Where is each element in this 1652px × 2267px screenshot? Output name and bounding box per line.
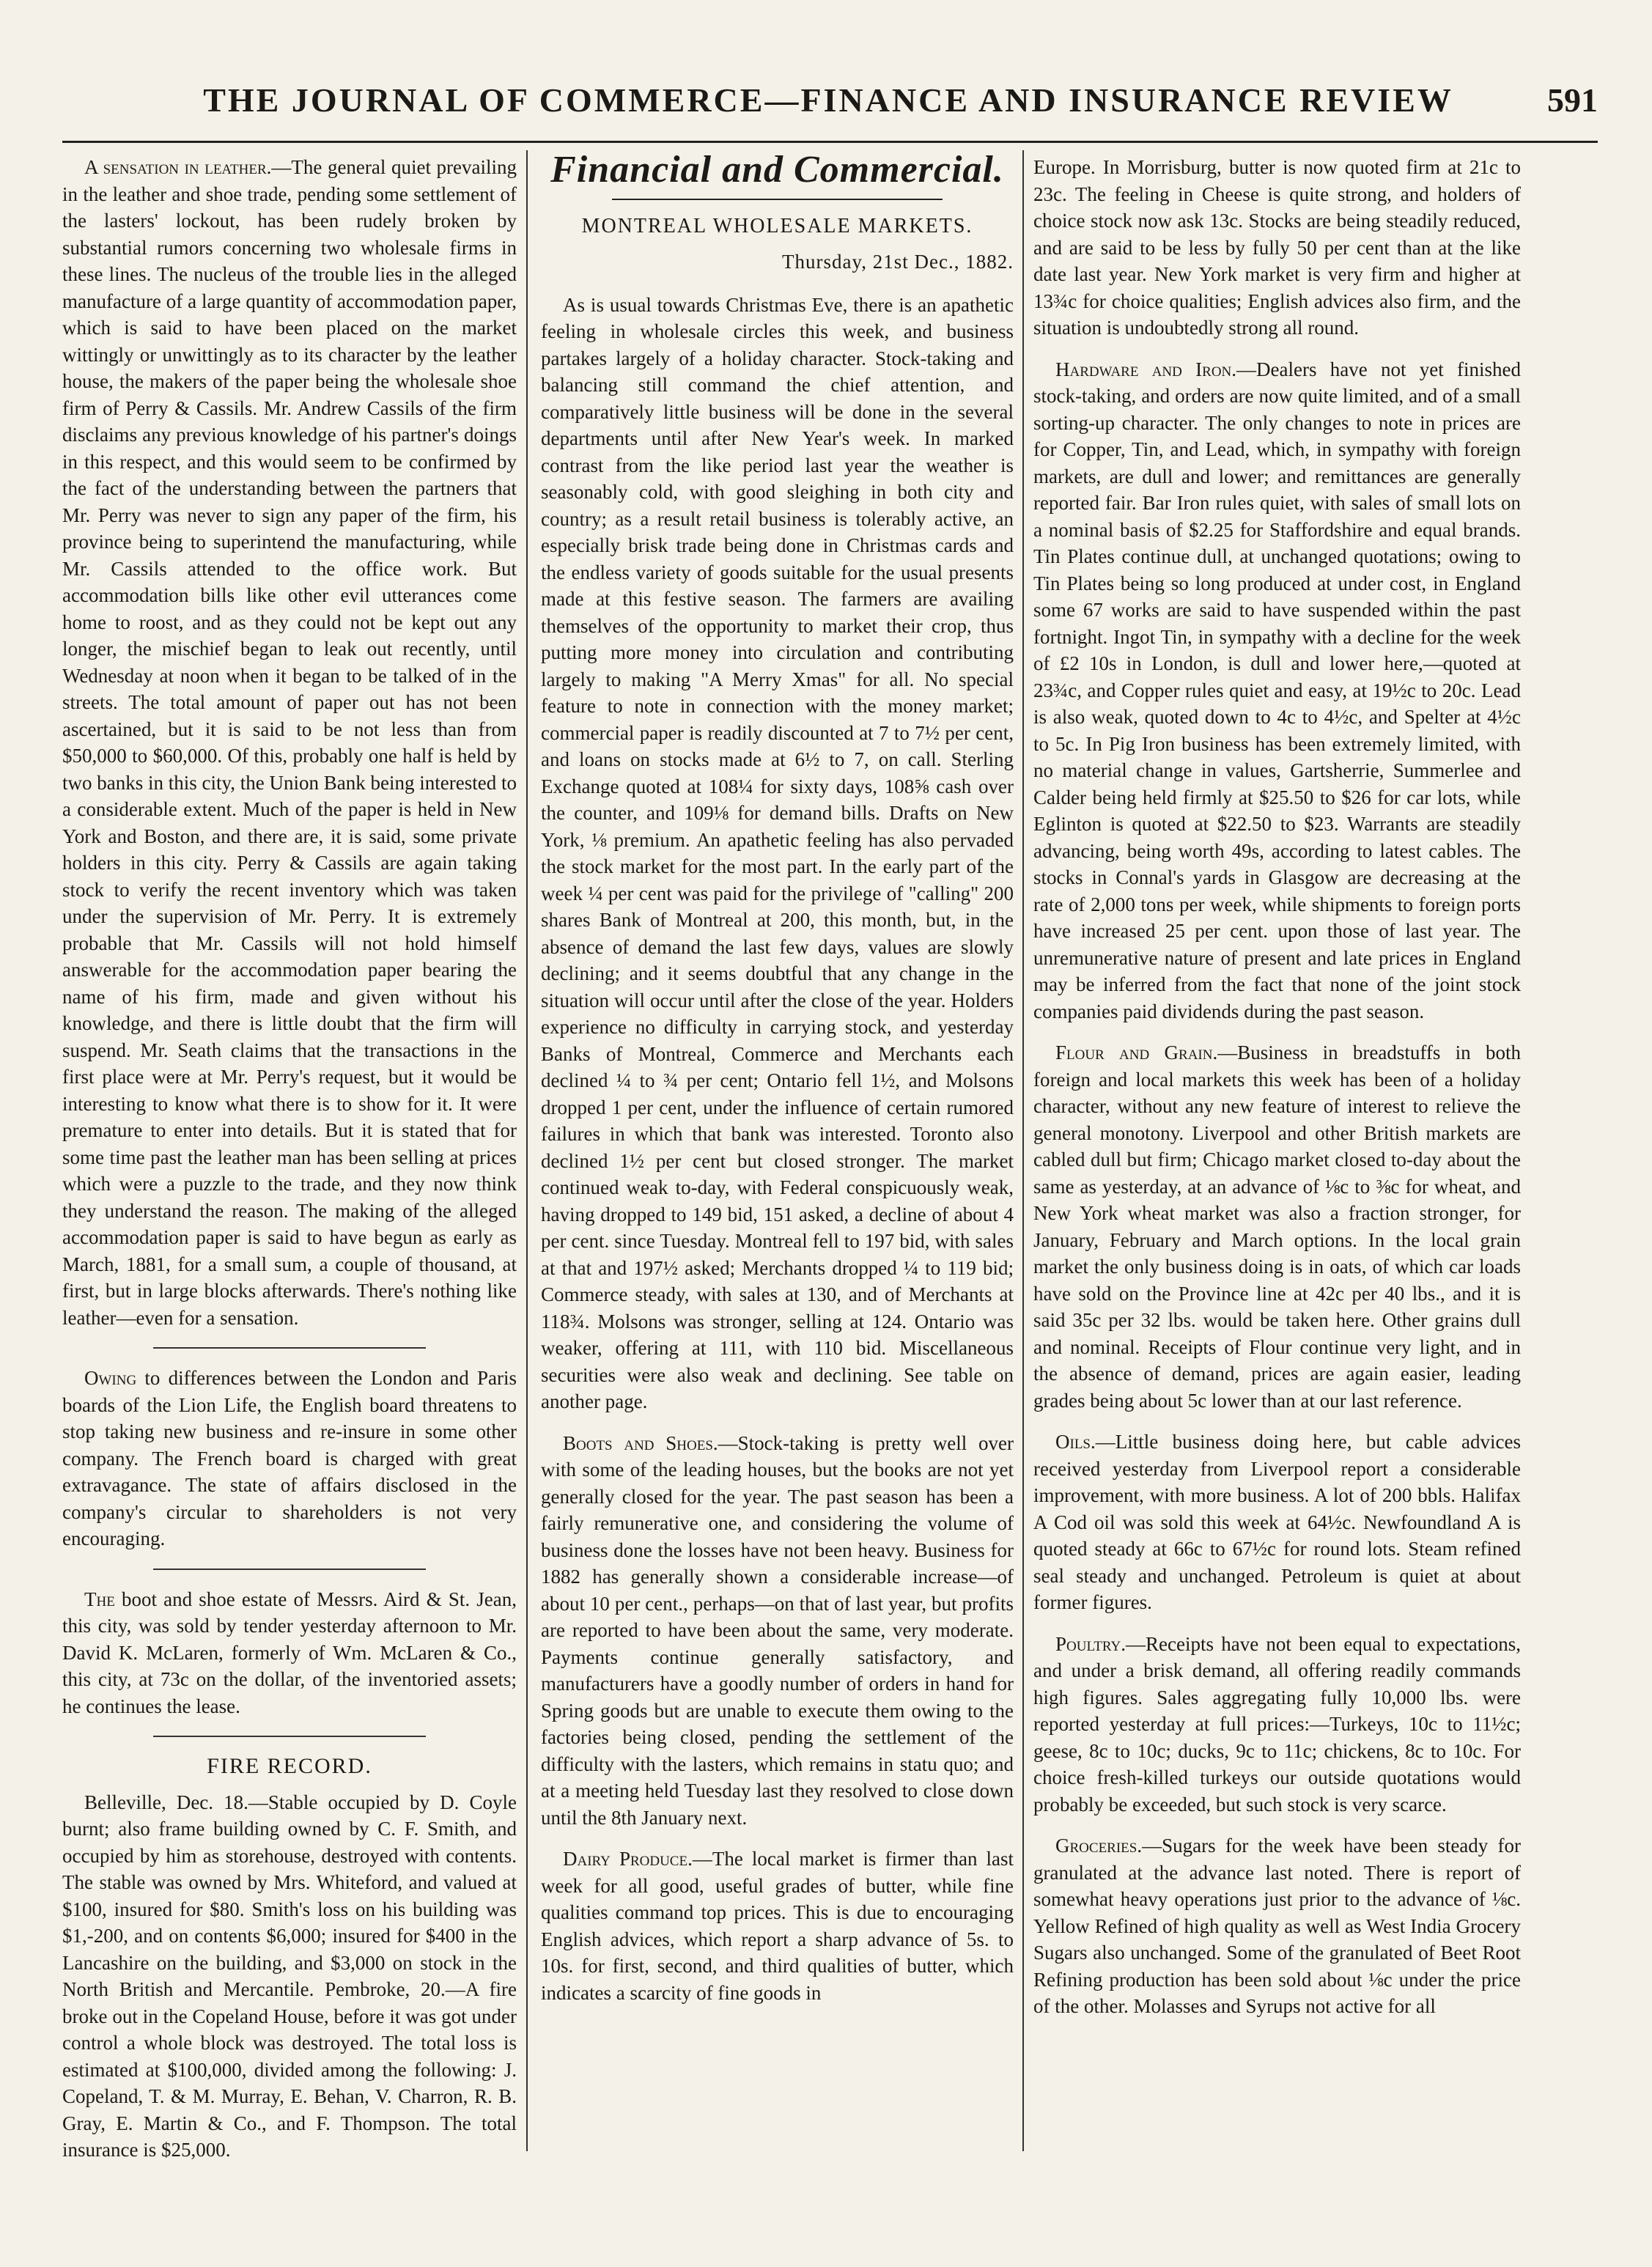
flour-article xyxy=(1033,1039,1521,1414)
poultry-lead: Poultry. xyxy=(1055,1632,1126,1655)
separator xyxy=(153,1736,426,1737)
header-rule xyxy=(62,141,1598,143)
dairy-article xyxy=(541,1846,1014,2006)
groceries-article xyxy=(1033,1832,1521,2020)
markets-subtitle: MONTREAL WHOLESALE MARKETS. xyxy=(581,214,973,237)
oils-lead: Oils. xyxy=(1055,1431,1096,1453)
column-1 xyxy=(62,154,517,2164)
oils-text: —Little business doing here, but cable advices received yesterday from Liverpool report a considerable improvement, with more business. A lot of 200 bbls. Halifax A Cod oil was sold this week at 64½c. Newfoundland A is quoted steady at 66c to 67½c for round lots. Steam refined seal steady and unchanged. Petroleum is quiet at about former figures. xyxy=(1033,1431,1521,1613)
boots-text: —Stock-taking is pretty well over with some of the leading houses, but the books are not yet generally closed for the year. The past season has been a fairly remunerative one, and considering the volume of business done the losses have not been heavy. Business for 1882 has generally shown a considerable increase—of about 10 per cent., perhaps—on that of last year, but profits are reported to have been about the same, very moderate. Payments continue generally satisfactory, and manufacturers have a goodly number of orders in hand for Spring goods but are unable to execute them owing to the factories being closed, pending the settlement of the difficulty with the lasters, which remains in statu quo; and at a meeting held Tuesday last they resolved to close down until the 8th January next. xyxy=(541,1431,1014,1829)
hardware-text: —Dealers have not yet finished stock-taking, and orders are now quite limited, and of a small sorting-up character. The only changes to note in prices are for Copper, Tin, and Lead, which, in sympathy with foreign markets, are dull and lower; and remittances are generally reported fair. Bar Iron rules quiet, with sales of small lots on a nominal basis of $2.25 for Staffordshire and equal brands. Tin Plates continue dull, at unchanged quotations; owing to Tin Plates being so long produced at under cost, in England some 67 works are said to have suspended within the past fortnight. Ingot Tin, in sympathy with a decline for the week of £2 10s in London, is dull and lower here,—quoted at 23¾c, and Copper rules quiet and easy, at 19½c to 20c. Lead is also weak, quoted down to 4c to 4½c, and Spelter at 4½c to 5c. In Pig Iron business has been extremely limited, with no material change in values, Gartsherrie, Summerlee and Calder being held firmly at $25.50 to $26 for car lots, while Eglinton is quoted at $22.50 to $23. Warrants are steadily advancing, being worth 49s, according to latest cables. The stocks in Connal's yards in Glasgow are decreasing at the rate of 2,000 tons per week, while shipments to foreign ports have increased 25 per cent. upon those of last year. The unremunerative nature of present and late prices in England may be inferred from the fact that none of the joint stock companies paid dividends during the past season. xyxy=(1033,358,1521,1022)
column-3 xyxy=(1033,154,1521,2020)
poultry-text: —Receipts have not been equal to expectations, and under a brisk demand, all offering readily commands high figures. Sales aggregating fully 10,000 lbs. were reported yesterday at full prices:—Turkeys, 10c to 11½c; geese, 8c to 10c; ducks, 9c to 11c; chickens, 8c to 10c. For choice fresh-killed turkeys our outside quotations would probably be exceeded, but such stock is very scarce. xyxy=(1033,1632,1521,1816)
page-header xyxy=(59,81,1598,125)
groceries-text: —Sugars for the week have been steady for granulated at the advance last noted. There is report of somewhat heavy operations just prior to the advance of ⅛c. Yellow Refined of high quality as well as West India Grocery Sugars also unchanged. Some of the granulated of Beet Root Refining production has been sold about ⅛c under the price of the other. Molasses and Syrups not active for all xyxy=(1033,1835,1521,2017)
leather-lead: A sensation in leather. xyxy=(84,156,272,178)
markets-intro: As is usual towards Christmas Eve, there is an apathetic feeling in wholesale circles this week, and business partakes largely of a holiday character. Stock-taking and balancing still command the chief attention, and comparatively little business will be done in the several departments until after New Year's week. In marked contrast from the like period last year the weather is seasonably cold, with good sleighing in both city and country; as a result retail business is tolerably active, an especially brisk trade being done in Christmas cards and the endless variety of goods suitable for the usual presents made at this festive season. The farmers are availing themselves of the opportunity to market their crop, thus putting more money into circulation and contributing largely to making "A Merry Xmas" for all. No special feature to note in connection with the money market; commercial paper is readily discounted at 7 to 7½ per cent, and loans on stocks made at 6½ to 7, on call. Sterling Exchange quoted at 108¼ for sixty days, 108⅝ cash over the counter, and 109⅛ for demand bills. Drafts on New York, ⅛ premium. An apathetic feeling has also pervaded the stock market for the most part. In the early part of the week ¼ per cent was paid for the privilege of "calling" 200 shares Bank of Montreal at 200, this month, but, in the absence of demand the last few days, values are slowly declining; and it seems doubtful that any change in the situation will occur until after the close of the year. Holders experience no difficulty in carrying stock, and yesterday Banks of Montreal, Commerce and Merchants each declined ¼ to ¾ per cent; Ontario fell 1½, and Molsons dropped 1 per cent, under the influence of certain rumored failures in which that bank was interested. Toronto also declined 1½ per cent but closed stronger. The market continued weak to-day, with Federal conspicuously weak, having dropped to 149 bid, 151 asked, a decline of about 4 per cent. since Tuesday. Montreal fell to 197 bid, with sales at that and 197½ asked; Merchants dropped ¼ to 119 bid; Commerce steady, with sales at 130, and of Merchants at 118¾. Molsons was stronger, selling at 124. Ontario was weaker, offering at 111, with 110 bid. Miscellaneous securities were also weak and declining. See table on another page. xyxy=(541,293,1014,1412)
boots-lead: Boots and Shoes. xyxy=(563,1431,718,1454)
column-rule-1 xyxy=(526,150,528,2151)
flour-lead: Flour and Grain. xyxy=(1055,1042,1218,1064)
column-2 xyxy=(541,149,1014,2006)
oils-article xyxy=(1033,1429,1521,1616)
aird-lead: The xyxy=(84,1588,115,1610)
poultry-article xyxy=(1033,1631,1521,1818)
hardware-lead: Hardware and Iron. xyxy=(1055,358,1237,380)
fire-record-text: Belleville, Dec. 18.—Stable occupied by D. Coyle burnt; also frame building owned by C. F. Smith, and occupied by him as storehouse, destroyed with contents. The stable was owned by Mrs. Whiteford, and valued at $100, insured for $80. Smith's loss on his building was $1,-200, and on contents $6,000; insured for $400 in the Lancashire on the building, and $3,000 on stock in the North British and Mercantile. Pembroke, 20.—A fire broke out in the Copeland House, before it was got under control a whole block was destroyed. The total loss is estimated at $100,000, divided among the following: J. Copeland, T. & M. Murray, E. Behan, V. Charron, R. B. Gray, E. Martin & Co., and F. Thompson. The total insurance is $25,000. xyxy=(62,1791,517,2161)
masthead-rule xyxy=(612,199,943,200)
aird-article xyxy=(62,1586,517,1720)
separator xyxy=(153,1347,426,1349)
journal-title: THE JOURNAL OF COMMERCE—FINANCE AND INSURANCE REVIEW xyxy=(203,81,1453,119)
lion-lead: Owing xyxy=(84,1367,137,1389)
aird-text: boot and shoe estate of Messrs. Aird & St. Jean, this city, was sold by tender yesterday afternoon to Mr. David K. McLaren, formerly of Wm. McLaren & Co., this city, at 73c on the dollar, of the inventoried assets; he continues the lease. xyxy=(62,1588,517,1717)
dairy-lead: Dairy Produce. xyxy=(563,1848,693,1870)
hardware-article xyxy=(1033,356,1521,1025)
separator xyxy=(153,1569,426,1570)
column-rule-2 xyxy=(1022,150,1024,2151)
dairy-text: —The local market is firmer than last week for all good, useful grades of butter, while fine qualities command top prices. This is due to encouraging English advices, which report a sharp advance of 5s. to 10s. for first, second, and third qualities of butter, which indicates a scarcity of fine goods in xyxy=(541,1848,1014,2004)
page-number: 591 xyxy=(1547,81,1598,119)
dateline: Thursday, 21st Dec., 1882. xyxy=(782,251,1014,273)
leather-text: —The general quiet prevailing in the leather and shoe trade, pending some settlement of the lasters' lockout, has been rudely broken by substantial rumors concerning two wholesale firms in these lines. The nucleus of the trouble lies in the alleged manufacture of a large quantity of accommodation paper, which is said to have been placed on the market wittingly or unwittingly as to its character by the leather house, the makers of the paper being the wholesale shoe firm of Perry & Cassils. Mr. Andrew Cassils of the firm disclaims any previous knowledge of his partner's doings in this respect, and this would seem to be confirmed by the fact of the understanding between the partners that Mr. Perry was never to sign any paper of the firm, his province being to superintend the manufacturing, while Mr. Cassils attended to the office work. But accommodation bills like other evil utterances come home to roost, and as they could not be kept out any longer, the mischief began to leak out recently, until Wednesday at noon when it began to be talked of in the streets. The total amount of paper out has not been ascertained, but it is said to be not less than from $50,000 to $60,000. Of this, probably one half is held by two banks in this city, the Union Bank being interested to a considerable extent. Much of the paper is held in New York and Boston, and there are, it is said, some private holders in this city. Perry & Cassils are again taking stock to verify the recent inventory which was taken under the supervision of Mr. Perry. It is extremely probable that Mr. Cassils will not hold himself answerable for the accommodation paper bearing the name of his firm, made and given without his knowledge, and there is little doubt that the firm will suspend. Mr. Seath claims that the transactions in the first place were at Mr. Perry's request, but it would be interesting to know what there is to show for it. It were premature to enter into details. But it is stated that for some time past the leather man has been selling at prices which were a puzzle to the trade, and they now think they understand the reason. The making of the alleged accommodation paper is said to have begun as early as March, 1881, for a small sum, a couple of thousand, at first, but in large blocks afterwards. There's nothing like leather—even for a sensation. xyxy=(62,156,517,1329)
financial-masthead: Financial and Commercial. xyxy=(550,149,1004,191)
leather-article xyxy=(62,154,517,1331)
groceries-lead: Groceries. xyxy=(1055,1835,1143,1857)
lion-life-article xyxy=(62,1365,517,1552)
lion-text: to differences between the London and Paris boards of the Lion Life, the English board threatens to stop taking new business and re-insure in some other company. The French board is charged with great extravagance. The state of affairs disclosed in the company's circular to shareholders is not very encouraging. xyxy=(62,1367,517,1549)
dairy-continued: Europe. In Morrisburg, butter is now quoted firm at 21c to 23c. The feeling in Cheese is quite strong, and holders of choice stock now ask 13c. Stocks are being steadily reduced, and are said to be less by fully 50 per cent than at the like date last year. New York market is very firm and higher at 13¾c for choice qualities; English advices also firm, and the situation is undoubtedly strong all round. xyxy=(1033,156,1521,339)
flour-text: —Business in breadstuffs in both foreign and local markets this week has been of a holiday character, without any new feature of interest to relieve the general monotony. Liverpool and other British markets are cabled dull but firm; Chicago market closed to-day about the same as yesterday, at an advance of ⅛c to ⅜c for wheat, and New York wheat market was also a fraction stronger, for January, February and March options. In the local grain market the only business doing is in oats, of which car loads have sold on the Province line at 42c per 40 lbs., and it is said 35c per 32 lbs. would be taken here. Other grains dull and nominal. Receipts of Flour continue very light, and in the absence of demand, prices are again easier, leading grades being about 5c lower than at our last reference. xyxy=(1033,1042,1521,1412)
fire-record-title: FIRE RECORD. xyxy=(207,1754,372,1778)
boots-article xyxy=(541,1430,1014,1832)
